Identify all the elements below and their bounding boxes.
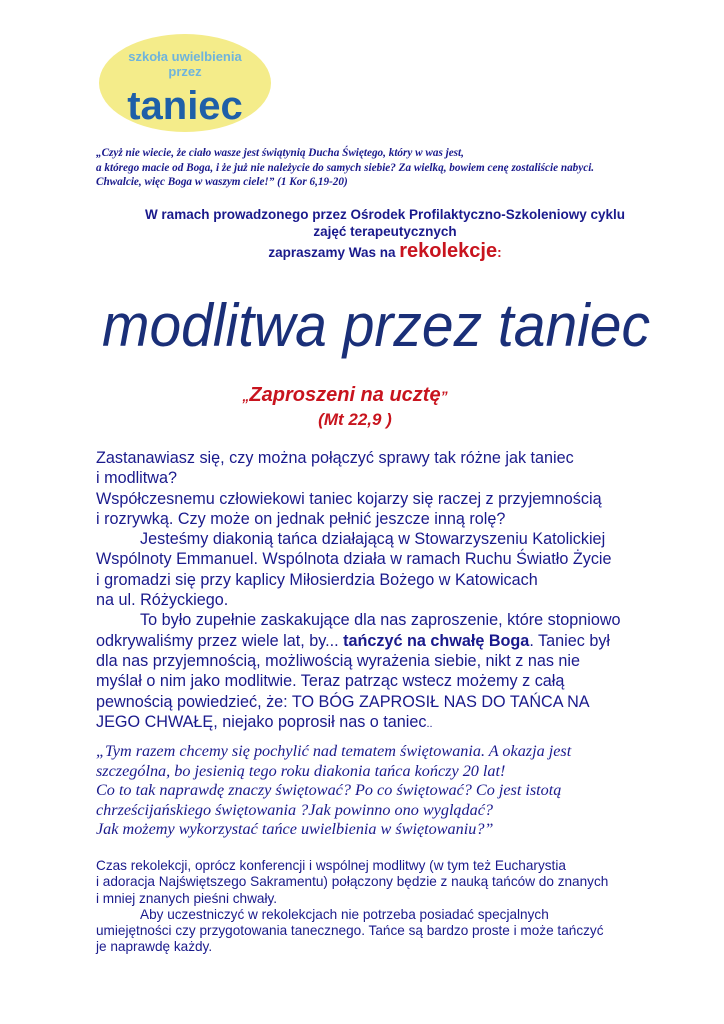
- body-line: JEGO CHWAŁĘ, niejako poprosił nas o taniec: [96, 712, 427, 731]
- intro-line: zajęć terapeutycznych: [313, 224, 457, 239]
- body-line: . Taniec był: [529, 631, 611, 650]
- quote-line: a którego macie od Boga, i że już nie należycie do samych siebie? Za wielką, bowiem cenę zostaliście nabyci.: [96, 161, 595, 174]
- retreat-subtitle: [96, 384, 594, 407]
- logo: [97, 33, 273, 133]
- intro-line: W ramach prowadzonego przez Ośrodek Profilaktyczno-Szkoleniowy cyklu: [144, 207, 626, 222]
- body-line: dla nas przyjemnością, możliwością wyrażenia siebie, nikt z nas nie: [96, 651, 581, 670]
- subtitle-open-quote: „: [242, 388, 250, 404]
- body-line: Jesteśmy diakonią tańca działającą w Stowarzyszeniu Katolickiej: [140, 530, 606, 549]
- scripture-quote: [96, 146, 696, 190]
- detail-line: je naprawdę każdy.: [96, 939, 213, 955]
- detail-line: umiejętności czy przygotowania tanecznego. Tańce są bardzo proste i może tańczyć: [96, 923, 604, 939]
- italic-quote: [96, 742, 656, 840]
- body-line: na ul. Różyckiego.: [96, 591, 229, 610]
- body-line: Zastanawiasz się, czy można połączyć sprawy tak różne jak taniec: [96, 449, 574, 467]
- body-line: i gromadzi się przy kaplicy Miłosierdzia Bożego w Katowicach: [96, 570, 538, 589]
- subtitle-close-quote: ”: [440, 388, 448, 404]
- quote-line: chrześcijańskiego świętowania ?Jak powinno ono wyglądać?: [96, 800, 493, 819]
- invite-lead: zapraszamy Was na: [268, 245, 400, 260]
- body-line: i modlitwa?: [96, 469, 177, 488]
- detail-line: Aby uczestniczyć w rekolekcjach nie potrzeba posiadać specjalnych: [140, 906, 549, 922]
- body-line: i rozrywką. Czy może on jednak pełnić jeszcze inną rolę?: [96, 509, 506, 528]
- logo-line1: szkoła uwielbienia: [128, 49, 242, 64]
- intro-text: [96, 206, 674, 240]
- paragraph: [96, 610, 656, 734]
- invite-highlight: rekolekcje: [399, 240, 498, 262]
- detail-line: i mniej znanych pieśni chwały.: [96, 890, 278, 906]
- body-text: [96, 448, 656, 734]
- paragraph: [96, 489, 656, 530]
- banner-title: [96, 282, 656, 380]
- quote-line: Chwalcie, więc Boga w waszym ciele!” (1 Kor 6,19-20): [96, 176, 348, 188]
- detail-line: Czas rekolekcji, oprócz konferencji i wspólnej modlitwy (w tym też Eucharystia: [96, 858, 566, 873]
- body-line: Współczesnemu człowiekowi taniec kojarzy się raczej z przyjemnością: [96, 489, 602, 508]
- paragraph: [96, 448, 656, 489]
- quote-line: „Czyż nie wiecie, że ciało wasze jest świątynią Ducha Świętego, który w was jest,: [96, 147, 464, 159]
- body-line: To było zupełnie zaskakujące dla nas zaproszenie, które stopniowo: [140, 611, 621, 630]
- quote-line: „Tym razem chcemy się pochylić nad tematem świętowania. A okazja jest: [96, 742, 572, 760]
- logo-word: taniec: [127, 84, 243, 128]
- subtitle-reference: (Mt 22,9 ): [318, 410, 392, 429]
- subtitle-text: Zaproszeni na ucztę: [249, 384, 441, 406]
- logo-line2: przez: [168, 64, 202, 79]
- quote-line: szczególna, bo jesienią tego roku diakonia tańca kończy 20 lat!: [96, 761, 506, 780]
- body-bold: tańczyć na chwałę Boga: [343, 631, 530, 650]
- paragraph: [96, 858, 666, 907]
- body-line: odkrywaliśmy przez wiele lat, by...: [96, 631, 344, 650]
- paragraph: [96, 529, 656, 610]
- body-line: pewnością powiedzieć, że: TO BÓG ZAPROSIŁ NAS DO TAŃCA NA: [96, 692, 590, 711]
- detail-line: i adoracja Najświętszego Sakramentu) połączony będzie z nauką tańców do znanych: [96, 874, 609, 890]
- body-line: myślał o nim jako modlitwie. Teraz patrząc wstecz możemy z całą: [96, 672, 565, 691]
- invite-colon: :: [497, 245, 502, 260]
- banner-text: modlitwa przez taniec: [102, 292, 650, 359]
- body-line: Wspólnoty Emmanuel. Wspólnota działa w ramach Ruchu Światło Życie: [96, 550, 612, 569]
- details-text: [96, 858, 666, 956]
- quote-line: Co to tak naprawdę znaczy świętować? Po co świętować? Co jest istotą: [96, 781, 562, 800]
- invite-text: [96, 240, 674, 263]
- paragraph: [96, 907, 666, 956]
- body-line-end: ..: [426, 717, 433, 730]
- quote-line: Jak możemy wykorzystać tańce uwielbienia w świętowaniu?”: [96, 820, 494, 839]
